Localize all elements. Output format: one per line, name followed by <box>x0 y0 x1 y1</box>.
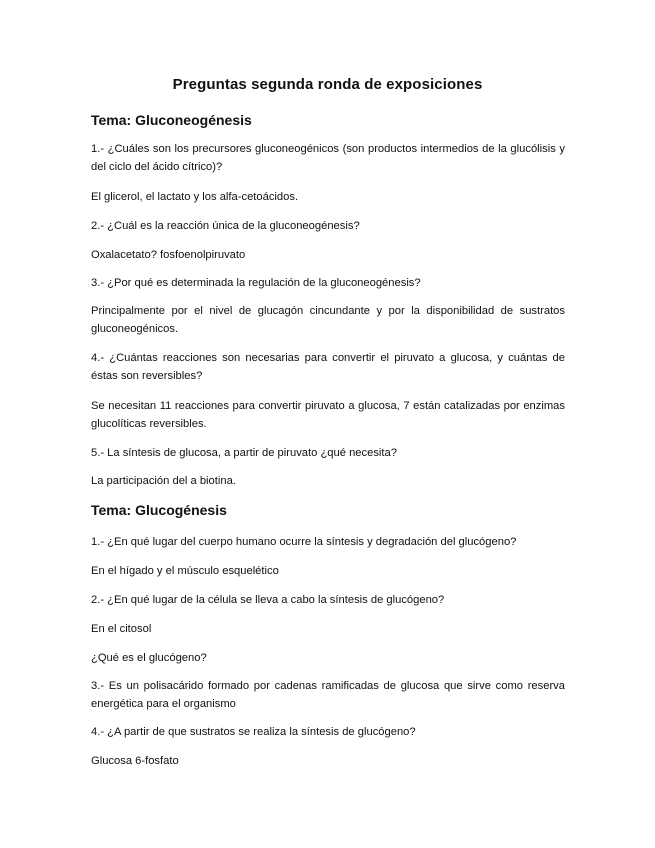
question-5: 5.- La síntesis de glucosa, a partir de piruvato ¿qué necesita? <box>91 447 397 459</box>
answer-3: 3.- Es un polisacárido formado por cadenas ramificadas de glucosa que sirve como reserva energética para el organismo <box>91 680 565 710</box>
section-heading-gluconeogenesis: Tema: Gluconeogénesis <box>91 112 252 128</box>
question-2: 2.- ¿En qué lugar de la célula se lleva a cabo la síntesis de glucógeno? <box>91 594 445 606</box>
answer-2: En el citosol <box>91 623 152 635</box>
answer-3: Principalmente por el nivel de glucagón cincundante y por la disponibilidad de sustratos gluconeogénicos. <box>91 305 565 335</box>
answer-1: El glicerol, el lactato y los alfa-cetoácidos. <box>91 191 299 203</box>
question-2: 2.- ¿Cuál es la reacción única de la gluconeogénesis? <box>91 220 360 232</box>
answer-4: Glucosa 6-fosfato <box>91 755 179 767</box>
answer-2: Oxalacetato? fosfoenolpiruvato <box>91 249 246 261</box>
question-1: 1.- ¿En qué lugar del cuerpo humano ocurre la síntesis y degradación del glucógeno? <box>91 536 517 548</box>
question-4: 4.- ¿A partir de que sustratos se realiza la síntesis de glucógeno? <box>91 726 416 738</box>
answer-1: En el hígado y el músculo esquelético <box>91 565 279 577</box>
answer-4: Se necesitan 11 reacciones para convertir piruvato a glucosa, 7 están catalizadas por enzimas glucolíticas reversibles. <box>91 400 565 430</box>
question-3: ¿Qué es el glucógeno? <box>91 652 207 664</box>
question-4: 4.- ¿Cuántas reacciones son necesarias para convertir el piruvato a glucosa, y cuántas de éstas son reversibles? <box>91 352 565 382</box>
question-1: 1.- ¿Cuáles son los precursores gluconeogénicos (son productos intermedios de la glucólisis y del ciclo del ácido cítrico)? <box>91 143 565 173</box>
answer-5: La participación del a biotina. <box>91 475 236 487</box>
document-title: Preguntas segunda ronda de exposiciones <box>172 76 483 93</box>
section-heading-glucogenesis: Tema: Glucogénesis <box>91 502 227 518</box>
question-3: 3.- ¿Por qué es determinada la regulación de la gluconeogénesis? <box>91 277 421 289</box>
